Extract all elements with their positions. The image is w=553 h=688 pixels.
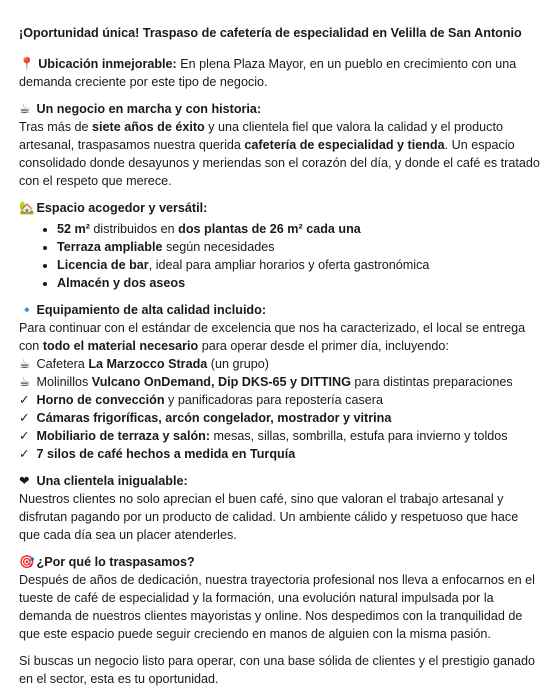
coffee-icon: ☕ [19, 357, 31, 371]
section-equipamiento [19, 301, 541, 463]
target-icon: 🎯 [19, 555, 35, 569]
equipamiento-heading: Equipamiento de alta calidad incluido: [36, 303, 267, 317]
pin-icon: 📍 [19, 57, 35, 71]
check-icon: ✓ [19, 411, 30, 425]
equipment-line: ✓ Cámaras frigoríficas, arcón congelador, mostrador y vitrina [19, 411, 392, 425]
equipment-line: ☕ Cafetera La Marzocco Strada (un grupo) [19, 357, 269, 371]
list-item: • Terraza ampliable según necesidades [57, 238, 541, 256]
list-item: • Licencia de bar, ideal para ampliar horarios y oferta gastronómica [57, 256, 541, 274]
porque-heading: ¿Por qué lo traspasamos? [36, 555, 195, 569]
porque-text: Después de años de dedicación, nuestra trayectoria profesional nos lleva a enfocarnos en el tueste de café de especialidad y la formación, una evolución natural impulsada por la demanda de nuestros clientes mayoristas y online. Nos despedimos con la tranquilidad de que este espacio puede seguir creciendo en manos de alguien con la misma pasión. [19, 573, 535, 641]
equipment-line: ✓ 7 silos de café hechos a medida en Turquía [19, 447, 296, 461]
check-icon: ✓ [19, 393, 30, 407]
clientela-text: Nuestros clientes no solo aprecian el buen café, sino que valoran el trabajo artesanal y disfrutan pagando por un producto de calidad. Un ambiente cálido y respetuoso que hace que cada día sea un placer atenderles. [19, 492, 519, 542]
section-porque [19, 553, 541, 643]
negocio-heading: Un negocio en marcha y con historia: [36, 102, 262, 116]
closing-text: Si buscas un negocio listo para operar, con una base sólida de clientes y el prestigio ganado en el sector, esta es tu oportunidad. [19, 654, 535, 686]
equipment-line: ✓ Horno de convección y panificadoras para repostería casera [19, 393, 383, 407]
ubicacion-text: En plena Plaza Mayor, en un pueblo en crecimiento con una demanda creciente por este tipo de negocio. [19, 57, 517, 89]
equipamiento-intro: Para continuar con el estándar de excelencia que nos ha caracterizado, el local se entrega con todo el material necesario para operar desde el primer día, incluyendo: [19, 321, 526, 353]
list-item: • 52 m² distribuidos en dos plantas de 26 m² cada una [57, 220, 541, 238]
listing-title: ¡Oportunidad única! Traspaso de cafetería de especialidad en Velilla de San Antonio [19, 26, 522, 40]
section-ubicacion [19, 55, 541, 91]
coffee-icon: ☕ [19, 375, 31, 389]
section-espacio [19, 199, 541, 292]
equipment-line: ✓ Mobiliario de terraza y salón: mesas, sillas, sombrilla, estufa para invierno y toldos [19, 429, 508, 443]
ubicacion-heading: Ubicación inmejorable: [38, 57, 177, 71]
coffee-icon: ☕ [19, 102, 31, 116]
espacio-heading: Espacio acogedor y versátil: [36, 201, 208, 215]
espacio-list [19, 220, 541, 292]
section-clientela [19, 472, 541, 544]
diamond-icon: 🔹 [19, 303, 35, 317]
check-icon: ✓ [19, 447, 30, 461]
heart-icon: ❤ [19, 474, 30, 488]
check-icon: ✓ [19, 429, 30, 443]
negocio-text: Tras más de siete años de éxito y una clientela fiel que valora la calidad y el producto artesanal, traspasamos nuestra querida cafetería de especialidad y tienda. Un espacio consolidado donde desayunos y meriendas son el corazón del día, y donde el café es tratado con el respeto que merece. [19, 120, 540, 188]
house-icon: 🏡 [19, 201, 35, 215]
equipment-line: ☕ Molinillos Vulcano OnDemand, Dip DKS-65 y DITTING para distintas preparaciones [19, 375, 513, 389]
clientela-heading: Una clientela inigualable: [36, 474, 188, 488]
list-item: • Almacén y dos aseos [57, 274, 541, 292]
section-negocio [19, 100, 541, 190]
